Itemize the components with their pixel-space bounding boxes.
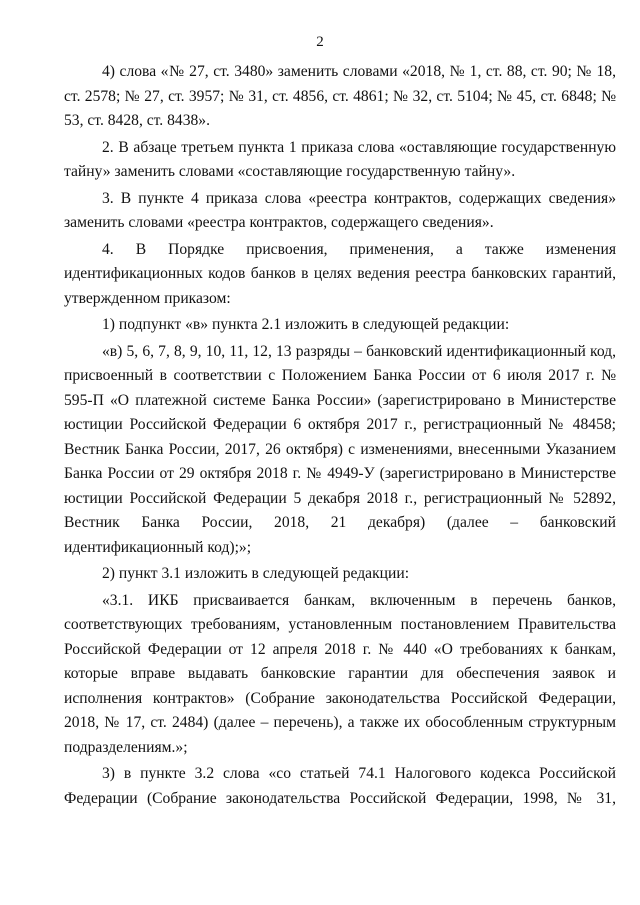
paragraph-subitem-2: 2) пункт 3.1 изложить в следующей редакции: (102, 565, 410, 582)
paragraph-subitem-1: 1) подпункт «в» пункта 2.1 изложить в следующей редакции: (102, 316, 510, 333)
paragraph-item-3: 3. В пункте 4 приказа слова «реестра контрактов, содержащих сведения» заменить словами «реестра контрактов, содержащего сведения». (64, 189, 616, 231)
paragraph-item-2: 2. В абзаце третьем пункта 1 приказа слова «оставляющие государственную тайну» заменить словами «составляющие государственную тайну». (64, 138, 616, 180)
document-body (64, 60, 616, 813)
page-number: 2 (316, 34, 324, 50)
paragraph-item-4: 4. В Порядке присвоения, применения, а также изменения идентификационных кодов банков в целях ведения реестра банковских гарантий, утвержденном приказом: (64, 240, 616, 307)
paragraph-sources-replacement: 4) слова «№ 27, ст. 3480» заменить словами «2018, № 1, ст. 88, ст. 90; № 18, ст. 2578; № 27, ст. 3957; № 31, ст. 4856, ст. 4861; № 32, ст. 5104; № 45, ст. 6848; № 53, ст. 8428, ст. 8438». (64, 63, 616, 129)
paragraph-subitem-1-text: «в) 5, 6, 7, 8, 9, 10, 11, 12, 13 разряды – банковский идентификационный код, присвоенный в соответствии с Положением Банка России от 6 июля 2017 г. № 595-П «О платежной системе Банка России» (зарегистрировано в Министерстве юстиции Российской Федерации 6 октября 2017 г., регистрационный № 48458; Вестник Банка России, 2017, 26 октября) с изменениями, внесенными Указанием Банка России от 29 октября 2018 г. № 4949-У (зарегистрировано в Министерстве юстиции Российской Федерации 5 декабря 2018 г., регистрационный № 52892, Вестник Банка России, 2018, 21 декабря) (далее – банковский идентификационный код);»; (64, 342, 616, 556)
paragraph-subitem-2-text: «3.1. ИКБ присваивается банкам, включенным в перечень банков, соответствующих требованиям, установленным постановлением Правительства Российской Федерации от 12 апреля 2018 г. № 440 «О требованиях к банкам, которые вправе выдавать банковские гарантии для обеспечения заявок и исполнения контрактов» (Собрание законодательства Российской Федерации, 2018, № 17, ст. 2484) (далее – перечень), а также их обособленным структурным подразделениям.»; (64, 591, 616, 756)
paragraph-subitem-3: 3) в пункте 3.2 слова «со статьей 74.1 Налогового кодекса Российской Федерации (Собрание законодательства Российской Федерации, 1998, № 31, (64, 765, 616, 807)
